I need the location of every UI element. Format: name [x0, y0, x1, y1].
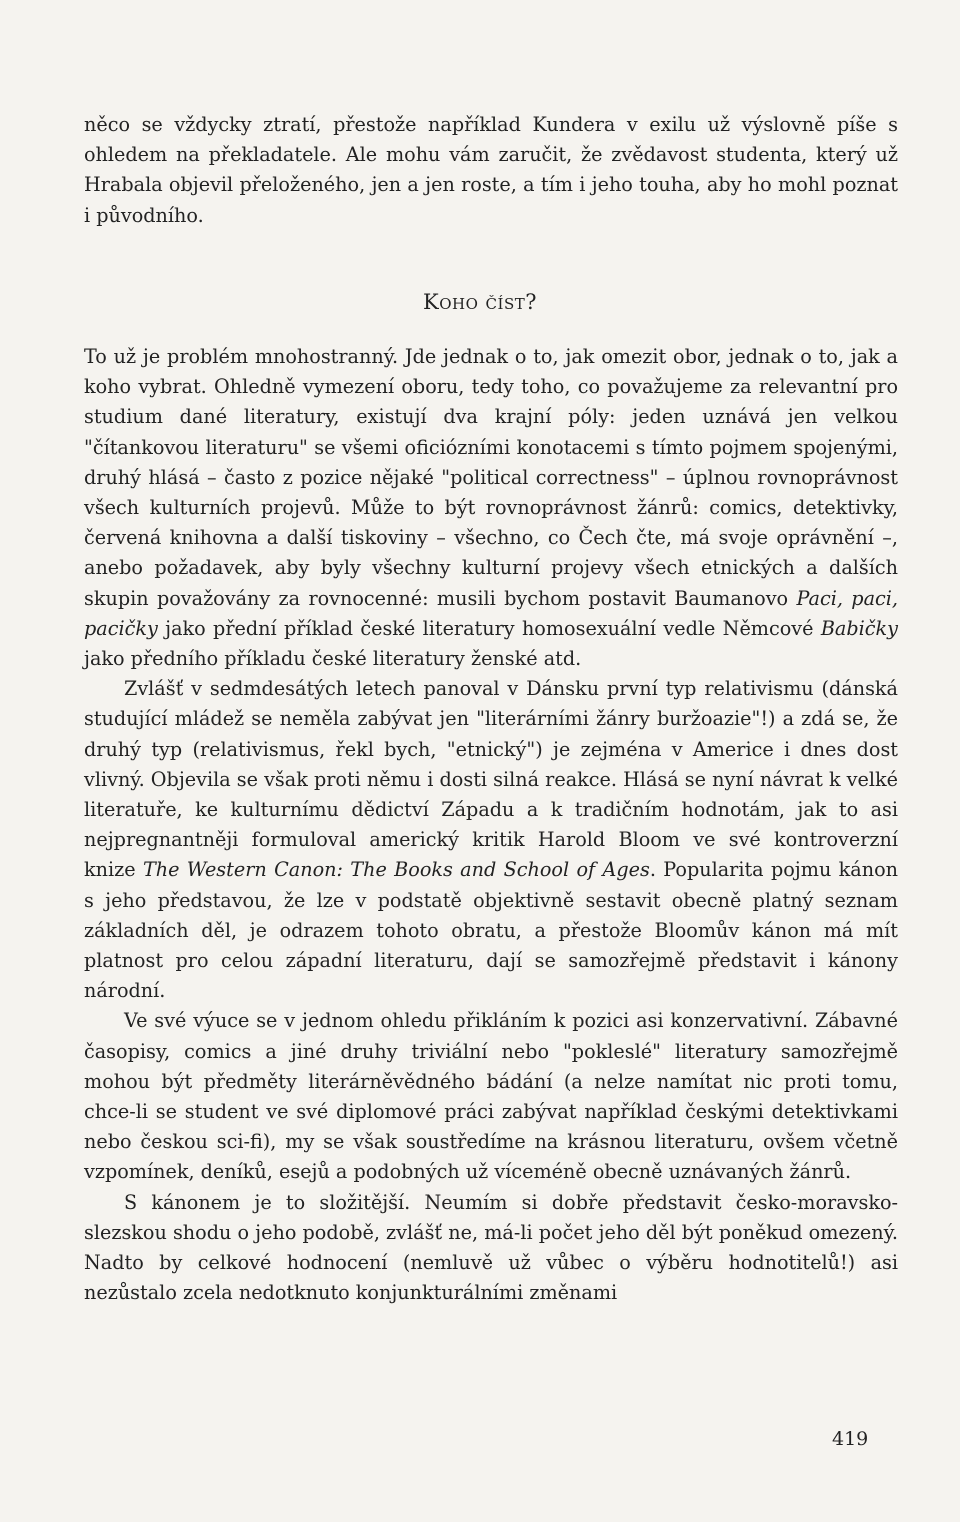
book-title-babicky: Babičky — [820, 616, 898, 640]
main-text — [84, 342, 898, 1309]
paragraph-1-part-a: To už je problém mnohostranný. Jde jednak o to, jak omezit obor, jednak o to, jak a koho vybrat. Ohledně vymezení oboru, tedy toho, co považujeme za relevantní pro studium dané literatury, existují dva krajní póly: jeden uznává jen velkou "čítankovou literaturu" se všemi oficiózními konotacemi s tímto pojmem spojenými, druhý hlásá – často z pozice nějaké "political correctness" – úplnou rovnoprávnost všech kulturních projevů. Může to být rovnoprávnost žánrů: comics, detektivky, červená knihovna a další tiskoviny – všechno, co Čech čte, má svoje oprávnění –, anebo požadavek, aby byly všechny kulturní projevy všech etnických a dalších skupin považovány za rovnocenné: musili bychom postavit Baumanovo — [84, 345, 898, 610]
book-title-paci-paci: Paci, paci, pacičky — [84, 586, 898, 640]
paragraph-4: S kánonem je to složitější. Neumím si dobře představit česko-moravsko-slezskou shodu o jeho podobě, zvlášť ne, má-li počet jeho děl být poněkud omezený. Nadto by celkové hodnocení (nemluvě už vůbec o výběru hodnotitelů!) asi nezůstalo zcela nedotknuto konjunkturálními změnami — [84, 1190, 898, 1305]
paragraph-3: Ve své výuce se v jednom ohledu přikláním k pozici asi konzervativní. Zábavné časopisy, comics a jiné druhy triviální nebo "pokleslé" literatury samozřejmě mohou být předměty literárněvědného bádání (a nelze namítat nic proti tomu, chce-li se student ve své diplomové práci zabývat například českými detektivkami nebo českou sci-fi), my se však soustředíme na krásnou literaturu, ovšem včetně vzpomínek, deníků, esejů a podobných už víceméně obecně uznávaných žánrů. — [84, 1009, 898, 1184]
book-title-western-canon: The Western Canon: The Books and School of Ages — [142, 858, 650, 882]
paragraph-2-part-a: Zvlášť v sedmdesátých letech panoval v Dánsku první typ relativismu (dánská studující mládež se neměla zabývat jen "literárními žánry buržoazie"!) a zdá se, že druhý typ (relativismus, řekl bych, "etnický") je zejména v Americe i dnes dost vlivný. Objevila se však proti němu i dosti silná reakce. Hlásá se nyní návrat k velké literatuře, ke kulturnímu dědictví Západu a k tradičním hodnotám, jak to asi nejpregnantněji formuloval americký kritik Harold Bloom ve své kontroverzní knize — [84, 677, 898, 882]
intro-paragraph: něco se vždycky ztratí, přestože například Kundera v exilu už výslovně píše s ohledem na překladatele. Ale mohu vám zaručit, že zvědavost studenta, který už Hrabala objevil přeloženého, jen a jen roste, a tím i jeho touha, aby ho mohl poznat i původního. — [84, 113, 898, 227]
section-heading: Koho číst? — [423, 290, 537, 314]
paragraph-1-part-b: jako přední příklad české literatury homosexuální vedle Němcové — [157, 616, 821, 640]
page-number: 419 — [832, 1428, 869, 1450]
paragraph-2 — [84, 674, 898, 1006]
paragraph-2-part-b: . Popularita pojmu kánon s jeho představou, že lze v podstatě objektivně sestavit obecně platný seznam základních děl, je odrazem tohoto obratu, a přestože Bloomův kánon má mít platnost pro celou západní literaturu, dají se samozřejmě představit i kánony národní. — [84, 858, 898, 1003]
paragraph-1 — [84, 342, 898, 674]
paragraph-1-part-c: jako předního příkladu české literatury ženské atd. — [84, 647, 582, 671]
intro-text — [84, 110, 898, 231]
